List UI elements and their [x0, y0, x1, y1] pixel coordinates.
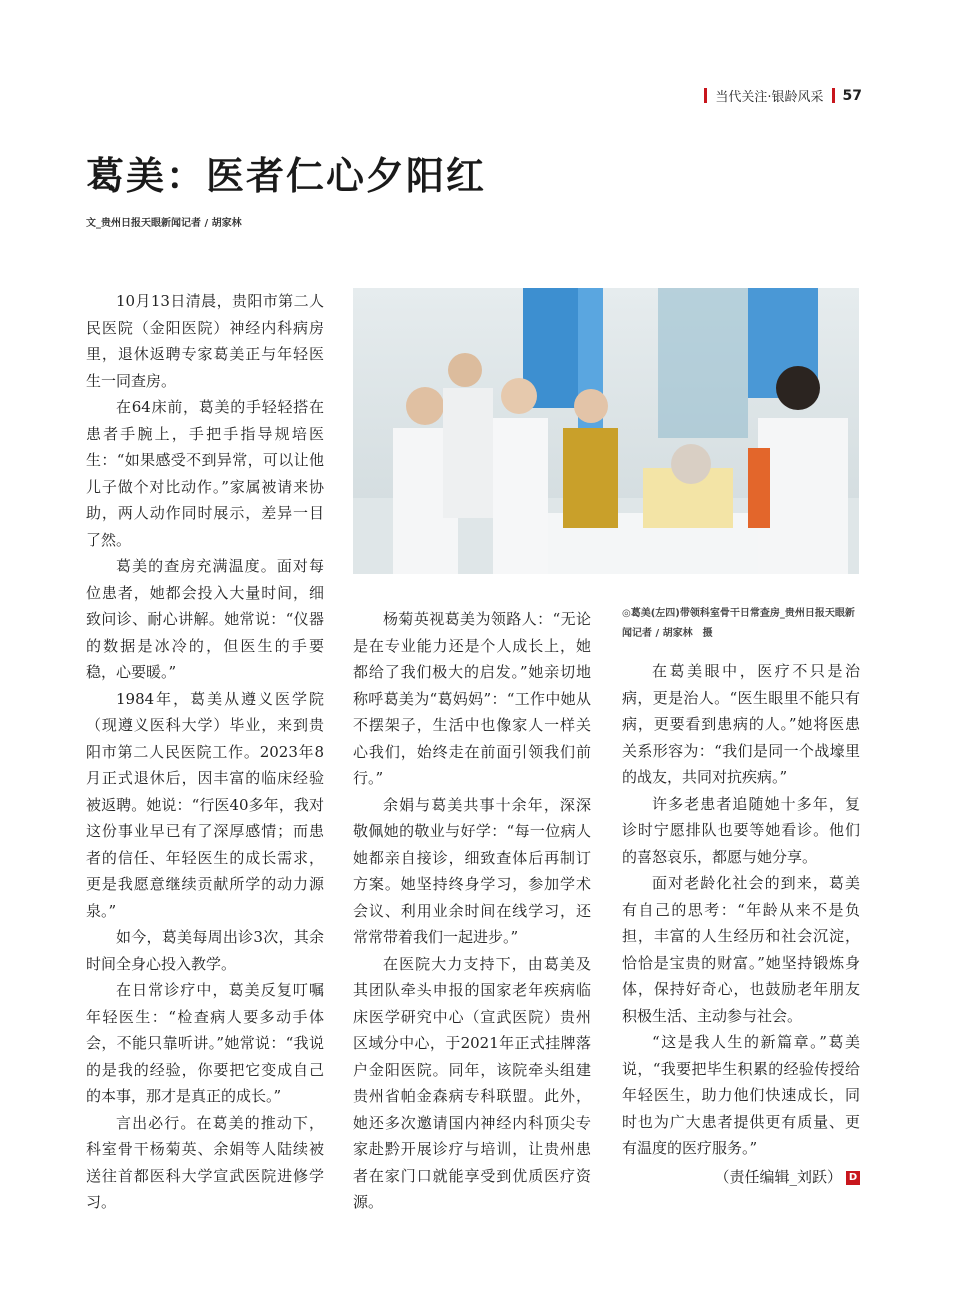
- section-label: 当代关注·银龄风采: [715, 90, 824, 105]
- header-bar-right: [832, 88, 835, 103]
- end-mark-icon: D: [846, 1171, 860, 1185]
- paragraph: 如今，葛美每周出诊3次，其余时间全身心投入教学。: [86, 928, 324, 973]
- editor-credit: （责任编辑_刘跃）: [714, 1167, 842, 1186]
- column-2: [353, 606, 591, 1216]
- paragraph: 杨菊英视葛美为领路人：“无论是在专业能力还是个人成长上，她都给了我们极大的启发。”她亲切地称呼葛美为“葛妈妈”：“工作中她从不摆架子，生活中也像家人一样关心我们，始终走在前面引领我们前行。”: [353, 610, 591, 787]
- paragraph: 10月13日清晨，贵阳市第二人民医院（金阳医院）神经内科病房里，退休返聘专家葛美正与年轻医生一同查房。: [86, 292, 324, 390]
- article-title: 葛美：医者仁心夕阳红: [86, 153, 487, 198]
- paragraph: 余娟与葛美共事十余年，深深敬佩她的敬业与好学：“每一位病人她都亲自接诊，细致查体后再制订方案。她坚持终身学习，参加学术会议、利用业余时间在线学习，还常常带着我们一起进步。”: [353, 795, 591, 946]
- paragraph: 在日常诊疗中，葛美反复叮嘱年轻医生：“检查病人要多动手体会，不能只靠听讲。”她常说：“我说的是我的经验，你要把它变成自己的本事，那才是真正的成长。”: [86, 981, 324, 1105]
- paragraph: “这是我人生的新篇章。”葛美说，“我要把毕生积累的经验传授给年轻医生，助力他们快速成长，同时也为广大患者提供更有质量、更有温度的医疗服务。”: [622, 1033, 860, 1157]
- column-1: [86, 288, 324, 1216]
- page-header: [704, 86, 862, 105]
- page-number: 57: [842, 87, 862, 104]
- paragraph: 在64床前，葛美的手轻轻搭在患者手腕上，手把手指导规培医生：“如果感受不到异常，可以让他儿子做个对比动作。”家属被请来协助，两人动作同时展示，差异一目了然。: [86, 398, 324, 549]
- paragraph: 言出必行。在葛美的推动下，科室骨干杨菊英、余娟等人陆续被送往首都医科大学宣武医院进修学习。: [86, 1113, 324, 1211]
- paragraph: 在葛美眼中，医疗不只是治病，更是治人。“医生眼里不能只有病，更要看到患病的人。”她将医患关系形容为：“我们是同一个战壕里的战友，共同对抗疾病。”: [622, 662, 860, 786]
- hospital-ward-photo-icon: [353, 288, 859, 574]
- paragraph: 在医院大力支持下，由葛美及其团队牵头申报的国家老年疾病临床医学研究中心（宣武医院）贵州区域分中心，于2021年正式挂牌落户金阳医院。同年，该院牵头组建贵州省帕金森病专科联盟。此外，她还多次邀请国内神经内科顶尖专家赴黔开展诊疗与培训，让贵州患者在家门口就能享受到优质医疗资源。: [353, 954, 591, 1211]
- article-photo: [353, 288, 859, 574]
- byline: 文_贵州日报天眼新闻记者 / 胡家林: [86, 218, 242, 229]
- column-3: [622, 658, 860, 1190]
- paragraph: 许多老患者追随她十多年，复诊时宁愿排队也要等她看诊。他们的喜怒哀乐，都愿与她分享。: [622, 794, 860, 866]
- header-bar-left: [704, 88, 707, 103]
- paragraph: 1984年，葛美从遵义医学院（现遵义医科大学）毕业，来到贵阳市第二人民医院工作。2023年8月正式退休后，因丰富的临床经验被返聘。她说：“行医40多年，我对这份事业早已有了深厚感情；而患者的信任、年轻医生的成长需求，更是我愿意继续贡献所学的动力源泉。”: [86, 689, 324, 920]
- paragraph: 面对老龄化社会的到来，葛美有自己的思考：“年龄从来不是负担，丰富的人生经历和社会沉淀，恰恰是宝贵的财富。”她坚持锻炼身体，保持好奇心，也鼓励老年朋友积极生活、主动参与社会。: [622, 874, 860, 1025]
- paragraph: 葛美的查房充满温度。面对每位患者，她都会投入大量时间，细致问诊、耐心讲解。她常说：“仪器的数据是冰冷的，但医生的手要稳，心要暖。”: [86, 557, 324, 681]
- editor-signoff: [622, 1164, 860, 1191]
- photo-caption: ◎葛美(左四)带领科室骨干日常查房_贵州日报天眼新闻记者 / 胡家林 摄: [622, 608, 855, 639]
